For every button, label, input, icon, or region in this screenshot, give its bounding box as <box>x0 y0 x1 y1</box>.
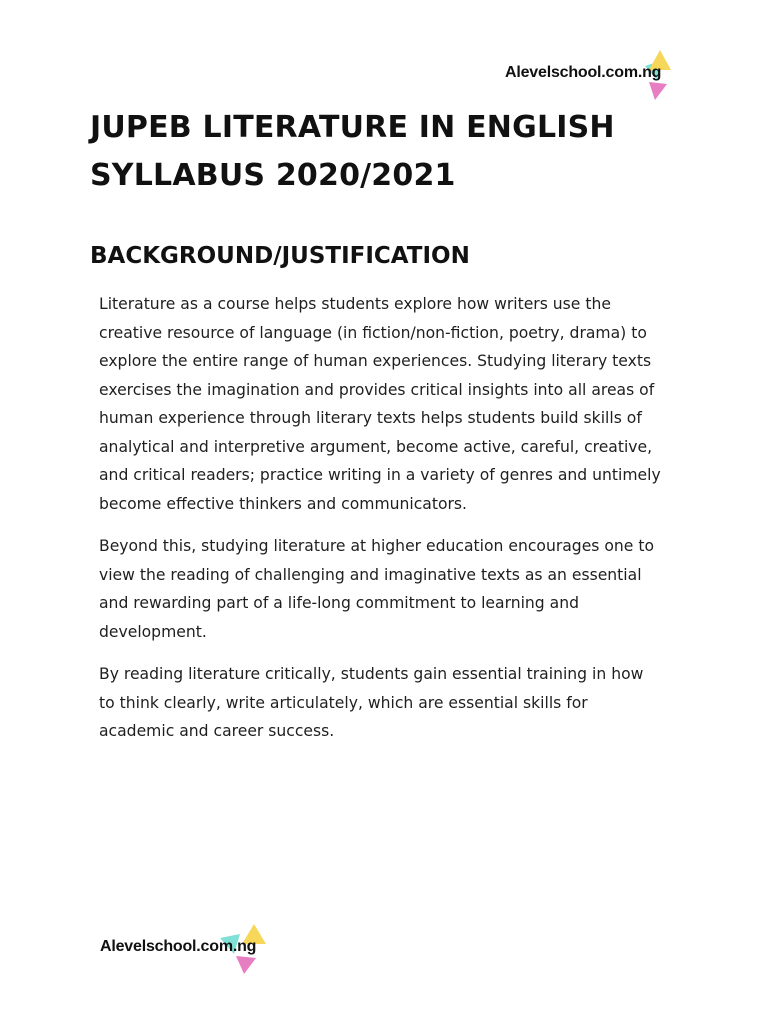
paragraph-2 <box>99 532 699 646</box>
paragraph-line: view the reading of challenging and imaginative texts as an essential <box>99 565 642 584</box>
title-line-1: JUPEB LITERATURE IN ENGLISH <box>90 110 615 145</box>
paragraph-line: and critical readers; practice writing in a variety of genres and untimely <box>99 466 661 484</box>
paragraph-line: Literature as a course helps students explore how writers use the <box>99 295 611 313</box>
paragraph-line: creative resource of language (in fiction/non-fiction, poetry, drama) to <box>99 323 647 342</box>
paragraph-line: become effective thinkers and communicators. <box>99 494 468 513</box>
paragraph-line: human experience through literary texts helps students build skills of <box>99 409 642 427</box>
footer-logo <box>100 922 270 978</box>
paragraph-line: By reading literature critically, students gain essential training in how <box>99 665 644 683</box>
paragraph-line: explore the entire range of human experiences. Studying literary texts <box>99 352 652 370</box>
title-line-2: SYLLABUS 2020/2021 <box>90 158 456 193</box>
logo-pink-triangle <box>649 82 667 100</box>
body-text <box>99 290 699 760</box>
paragraph-line: exercises the imagination and provides critical insights into all areas of <box>99 380 655 399</box>
paragraph-3 <box>99 660 699 746</box>
document-title <box>90 104 615 200</box>
section-heading: BACKGROUND/JUSTIFICATION <box>90 243 470 269</box>
logo-text: Alevelschool.com.ng <box>100 938 257 955</box>
paragraph-line: analytical and interpretive argument, become active, careful, creative, <box>99 437 653 456</box>
logo-pink-triangle <box>236 956 256 974</box>
paragraph-line: to think clearly, write articulately, which are essential skills for <box>99 693 588 712</box>
paragraph-line: and rewarding part of a life-long commitment to learning and <box>99 594 579 612</box>
paragraph-line: academic and career success. <box>99 722 335 740</box>
logo-text: Alevelschool.com.ng <box>505 64 662 81</box>
paragraph-line: Beyond this, studying literature at higher education encourages one to <box>99 537 655 555</box>
header-logo <box>505 48 675 104</box>
paragraph-line: development. <box>99 622 207 641</box>
paragraph-1 <box>99 290 699 518</box>
